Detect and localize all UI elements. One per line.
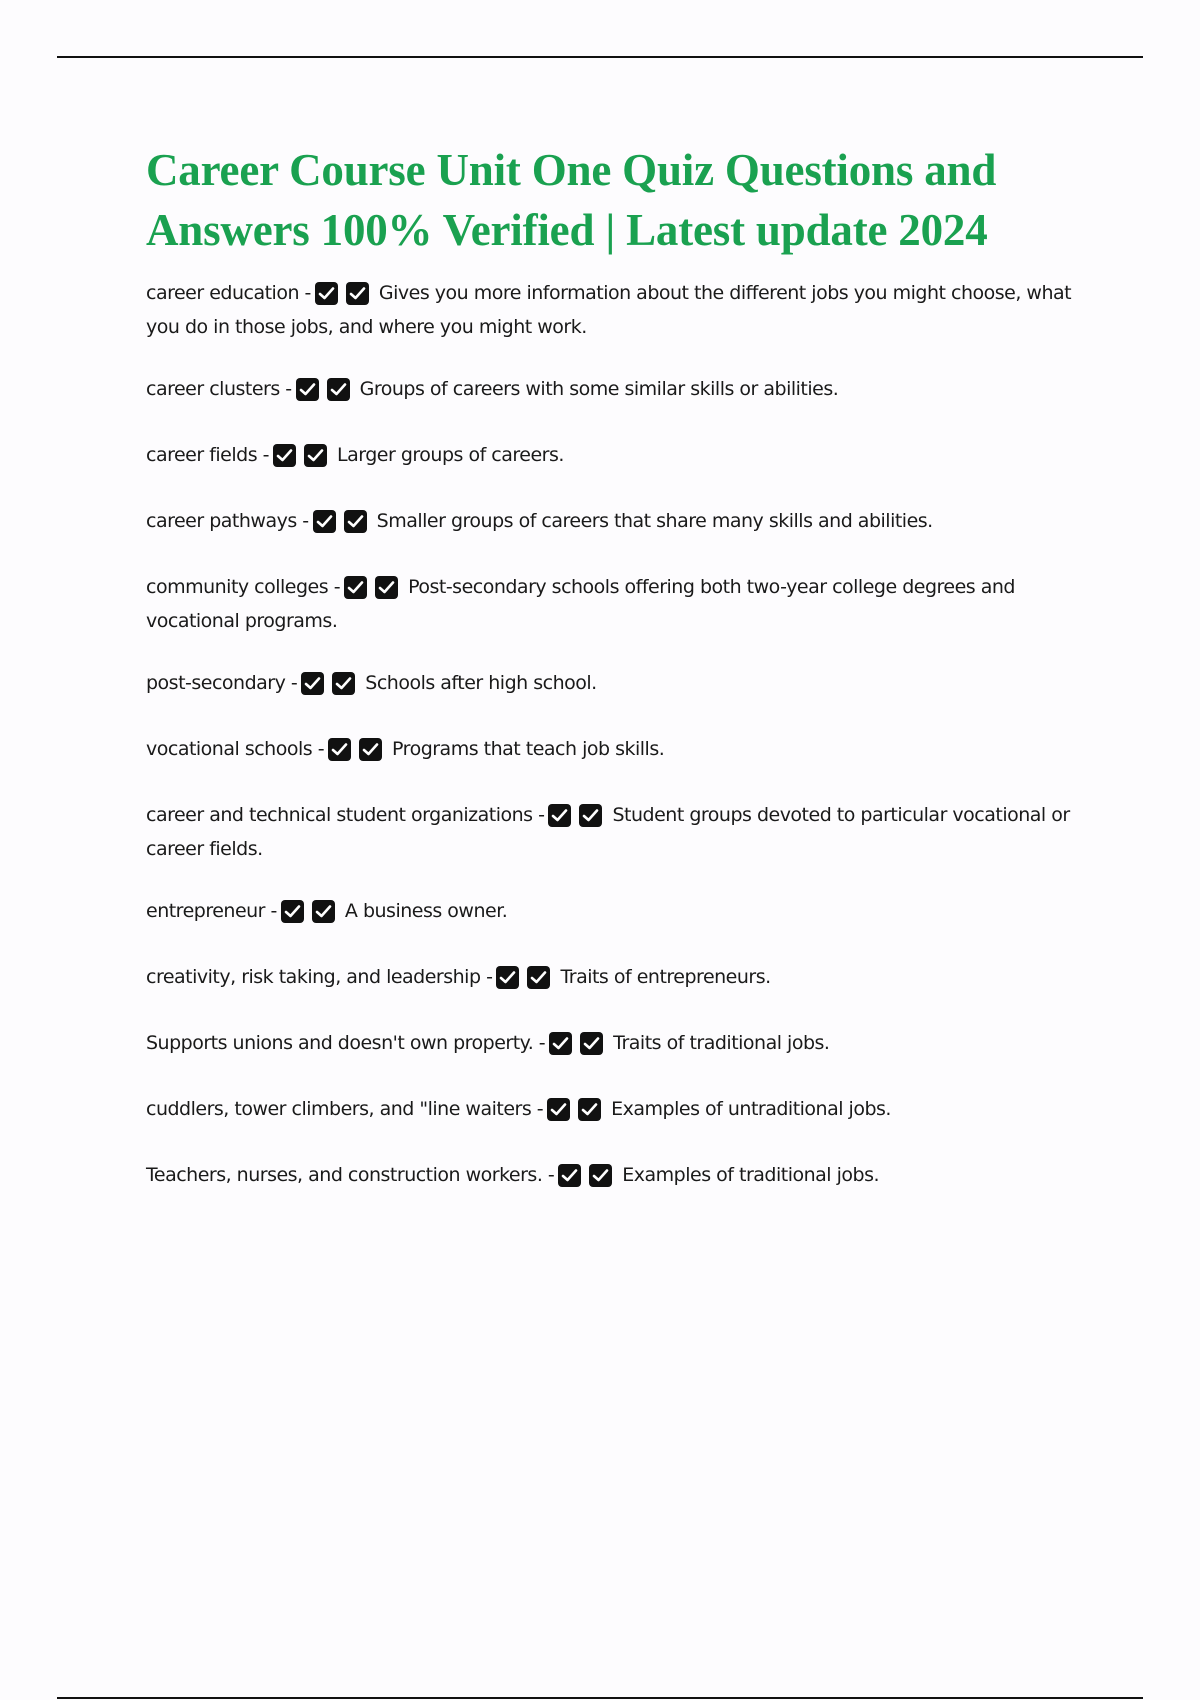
check-box-icon [281,900,304,923]
check-box-icon [327,378,350,401]
check-box-icon [344,576,367,599]
qa-item [146,734,1076,768]
qa-term: career pathways [146,510,297,532]
qa-item [146,668,1076,702]
check-box-icon [375,576,398,599]
check-box-icon [332,672,355,695]
check-box-icon [558,1164,581,1187]
check-marks [344,576,398,606]
qa-item [146,1028,1076,1062]
qa-answer: Programs that teach job skills. [392,738,665,760]
qa-separator: - [285,378,292,400]
qa-separator: - [262,444,270,466]
qa-separator: - [270,900,277,922]
check-box-icon [304,444,327,467]
check-marks [296,378,350,408]
check-box-icon [548,804,571,827]
qa-answer: Gives you more information about the different jobs you might choose, what you do in those jobs, and where you might work. [146,282,1072,338]
check-marks [273,444,327,474]
qa-answer: A business owner. [344,900,508,922]
qa-item [146,278,1076,342]
check-box-icon [315,282,338,305]
qa-item [146,1160,1076,1194]
qa-term: entrepreneur [146,900,265,922]
check-marks [547,1098,601,1128]
check-marks [328,738,382,768]
check-box-icon [312,900,335,923]
check-box-icon [578,1098,601,1121]
qa-separator: - [547,1164,555,1186]
qa-term: cuddlers, tower climbers, and "line waiters [146,1098,532,1120]
check-box-icon [301,672,324,695]
qa-item [146,896,1076,930]
qa-item [146,1094,1076,1128]
qa-item [146,506,1076,540]
qa-answer: Traits of traditional jobs. [613,1032,830,1054]
check-box-icon [346,282,369,305]
qa-separator: - [538,1032,546,1054]
qa-answer: Groups of careers with some similar skills or abilities. [359,378,839,400]
qa-term: creativity, risk taking, and leadership [146,966,481,988]
check-marks [549,1032,603,1062]
bottom-rule [57,1697,1143,1699]
qa-answer: Traits of entrepreneurs. [560,966,771,988]
check-marks [548,804,602,834]
check-marks [496,966,550,996]
qa-separator: - [536,1098,544,1120]
qa-separator: - [304,282,311,304]
check-box-icon [579,804,602,827]
qa-separator: - [290,672,298,694]
qa-answer: Schools after high school. [365,672,597,694]
check-marks [558,1164,612,1194]
check-box-icon [589,1164,612,1187]
qa-answer: Examples of traditional jobs. [622,1164,880,1186]
qa-item [146,962,1076,996]
qa-term: career education [146,282,299,304]
check-marks [281,900,335,930]
qa-term: career fields [146,444,258,466]
qa-separator: - [317,738,325,760]
qa-answer: Post-secondary schools offering both two-year college degrees and vocational programs. [146,576,1015,632]
check-box-icon [328,738,351,761]
check-box-icon [273,444,296,467]
qa-separator: - [333,576,341,598]
qa-item [146,440,1076,474]
check-box-icon [580,1032,603,1055]
qa-separator: - [538,804,545,826]
qa-item [146,374,1076,408]
qa-item [146,800,1076,864]
qa-term: post-secondary [146,672,286,694]
document-body [146,140,1076,1226]
qa-separator: - [302,510,309,532]
qa-list [146,278,1076,1194]
qa-term: career clusters [146,378,280,400]
qa-answer: Smaller groups of careers that share many skills and abilities. [376,510,933,532]
top-rule [57,56,1143,58]
check-marks [315,282,369,312]
document-title: Career Course Unit One Quiz Questions and Answers 100% Verified | Latest update 2024 [146,145,997,255]
qa-term: Supports unions and doesn't own property. [146,1032,534,1054]
check-box-icon [496,966,519,989]
check-marks [313,510,367,540]
check-box-icon [549,1032,572,1055]
qa-term: career and technical student organizations [146,804,533,826]
check-box-icon [527,966,550,989]
qa-term: community colleges [146,576,329,598]
qa-item [146,572,1076,636]
check-box-icon [296,378,319,401]
check-box-icon [359,738,382,761]
check-marks [301,672,355,702]
qa-answer: Larger groups of careers. [337,444,564,466]
check-box-icon [344,510,367,533]
qa-term: Teachers, nurses, and construction workers. [146,1164,543,1186]
qa-answer: Student groups devoted to particular vocational or career fields. [146,804,1070,860]
check-box-icon [313,510,336,533]
qa-separator: - [486,966,493,988]
qa-term: vocational schools [146,738,313,760]
check-box-icon [547,1098,570,1121]
qa-answer: Examples of untraditional jobs. [611,1098,891,1120]
